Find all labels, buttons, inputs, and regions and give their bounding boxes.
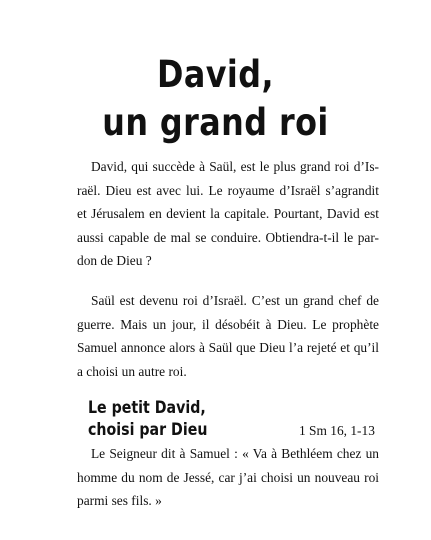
intro-line: don de Dieu ?: [77, 253, 152, 268]
page-title-line-1: David,: [157, 53, 274, 96]
context-line: a choisi un autre roi.: [77, 363, 187, 379]
intro-line: et Jérusalem en devient la capitale. Pourtant, David est: [77, 206, 379, 221]
intro-line: aussi capable de mal se conduire. Obtiendra-t-il le par-: [77, 229, 379, 245]
section-body-line: homme du nom de Jessé, car j’ai choisi un nouveau roi: [77, 469, 379, 485]
intro-paragraph: [77, 155, 379, 273]
bible-reference: 1 Sm 16, 1-13: [299, 423, 375, 438]
context-line: Saül est devenu roi d’Israël. C’est un grand chef de: [91, 293, 379, 308]
intro-line: raël. Dieu est avec lui. Le royaume d’Israël s’agrandit: [77, 182, 379, 198]
intro-line: David, qui succède à Saül, est le plus grand roi d’Is-: [91, 159, 379, 174]
section-heading-line-2: choisi par Dieu: [88, 420, 208, 439]
context-paragraph: [77, 289, 379, 383]
page-title-line-2: un grand roi: [102, 101, 329, 144]
section-body-paragraph: [77, 442, 379, 513]
context-line: guerre. Mais un jour, il désobéit à Dieu. Le prophète: [77, 316, 379, 332]
section-body-line: parmi ses fils. »: [77, 493, 162, 508]
context-line: Samuel annonce alors à Saül que Dieu l’a rejeté et qu’il: [77, 340, 379, 355]
section-heading-line-1: Le petit David,: [88, 398, 206, 417]
section-body-line: Le Seigneur dit à Samuel : « Va à Bethléem chez un: [91, 446, 379, 461]
